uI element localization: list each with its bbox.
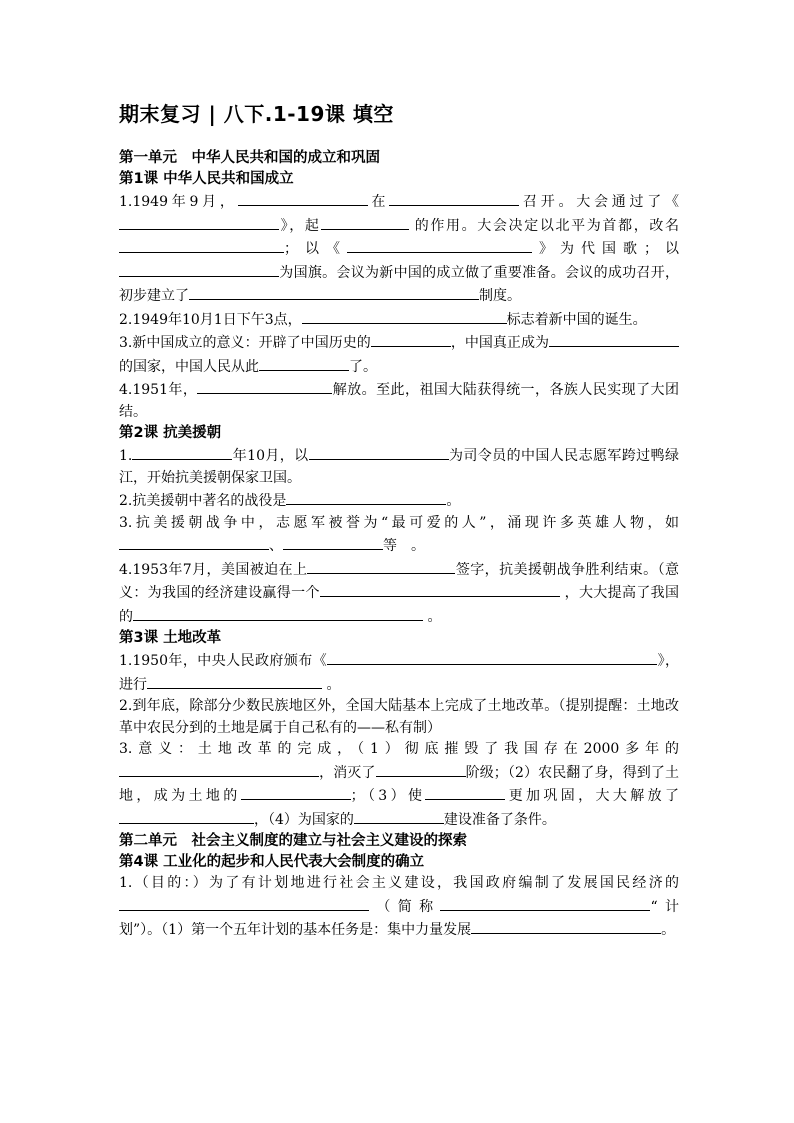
lesson-4-question-1 xyxy=(119,873,679,942)
text: 1.1950年，中央人民政府颁布《 xyxy=(119,653,328,669)
text: 召开。大会通过了《 xyxy=(519,194,680,210)
lesson-1-question-2 xyxy=(119,308,679,332)
text: 2.1949年10月1日下午3点， xyxy=(119,311,302,328)
document-page xyxy=(119,100,679,942)
blank[interactable] xyxy=(320,581,560,597)
text: ，中国真正成为 xyxy=(450,335,550,351)
lesson-1-question-1 xyxy=(119,190,679,308)
lesson-2-question-4 xyxy=(119,558,679,629)
lesson-3-heading: 第3课 土地改革 xyxy=(119,630,222,646)
text: 签字，抗美援朝战争胜利结束。（意义：为我国的经济建设赢得一个 xyxy=(119,561,679,601)
text: 。 xyxy=(661,922,676,938)
blank[interactable] xyxy=(119,214,279,230)
blank[interactable] xyxy=(147,673,322,689)
lesson-1-question-4 xyxy=(119,378,679,423)
text: 的国家，中国人民从此 xyxy=(119,358,259,375)
text: 4.1953年7月，美国被迫在上 xyxy=(119,561,308,578)
blank[interactable] xyxy=(286,489,446,505)
text: 1.1949年9月， xyxy=(119,194,238,210)
blank[interactable] xyxy=(133,605,423,621)
blank[interactable] xyxy=(389,190,519,206)
lesson-1-heading: 第1课 中华人民共和国成立 xyxy=(119,171,294,187)
blank[interactable] xyxy=(307,558,455,574)
text: 4.1951年， xyxy=(119,382,198,398)
blank[interactable] xyxy=(197,378,332,394)
blank[interactable] xyxy=(189,284,479,300)
lesson-4-heading: 第4课 工业化的起步和人民代表大会制度的确立 xyxy=(119,854,425,870)
text: （简称 xyxy=(369,898,441,915)
lesson-2-question-1 xyxy=(119,444,679,489)
text: 的作用。大会决定以北平为首都，改名 xyxy=(408,217,680,234)
text: 等 。 xyxy=(383,538,425,554)
text: 建设准备了条件。 xyxy=(443,811,556,828)
lesson-3-question-2: 2.到年底，除部分少数民族地区外，全国大陆基本上完成了土地改革。（提别提醒：土地改革中农民分到的土地是属于自己私有的——私有制） xyxy=(119,698,679,736)
blank[interactable] xyxy=(119,895,369,911)
blank[interactable] xyxy=(302,308,507,324)
text: 为国旗。会议为新中国的成立做了重要准备。会议的成功召开，初步建立了 xyxy=(119,264,679,304)
text: 》为代国歌；以 xyxy=(532,241,679,257)
lesson-3-question-3 xyxy=(119,739,679,831)
blank[interactable] xyxy=(309,444,449,460)
blank[interactable] xyxy=(425,784,505,800)
blank[interactable] xyxy=(440,895,650,911)
blank[interactable] xyxy=(376,761,466,777)
text: 阶级；（2）农民翻了身，得到了土地，成为土地的 xyxy=(119,764,679,804)
text: 》，起 xyxy=(279,217,321,234)
lesson-1-question-3 xyxy=(119,331,679,378)
text: 标志着新中国的诞生。 xyxy=(506,311,647,328)
text: 、 xyxy=(269,538,283,554)
blank[interactable] xyxy=(119,761,319,777)
lesson-3-question-1 xyxy=(119,649,679,696)
text: 3.抗美援朝战争中，志愿军被誉为“最可爱的人”，涌现许多英雄人物，如 xyxy=(119,514,679,531)
blank[interactable] xyxy=(132,444,232,460)
text: 2.抗美援朝中著名的战役是 xyxy=(119,493,287,509)
text: ，大大提高了我国的 xyxy=(119,585,680,625)
blank[interactable] xyxy=(327,649,657,665)
text: ，消灭了 xyxy=(319,764,376,781)
text: 1.（目的：）为了有计划地进行社会主义建设，我国政府编制了发展国民经济的 xyxy=(119,875,679,891)
text: 1. xyxy=(119,448,133,464)
text: ；（3）使 xyxy=(350,788,426,804)
blank[interactable] xyxy=(241,784,351,800)
text: 更加巩固，大大解放了 xyxy=(505,788,679,804)
text: 。 xyxy=(322,676,341,693)
blank[interactable] xyxy=(119,261,279,277)
text: 在 xyxy=(367,194,390,210)
unit-2-heading: 第二单元 社会主义制度的建立与社会主义建设的探索 xyxy=(119,833,467,849)
blank[interactable] xyxy=(119,808,254,824)
blank[interactable] xyxy=(371,331,451,347)
text: 3.意义：土地改革的完成，（1）彻底摧毁了我国存在2000多年的 xyxy=(119,741,679,757)
text: 了。 xyxy=(349,358,377,375)
lesson-2-heading: 第2课 抗美援朝 xyxy=(119,425,222,441)
text: 。 xyxy=(423,608,442,625)
text: 年10月，以 xyxy=(232,448,309,464)
text: 3.新中国成立的意义：开辟了中国历史的 xyxy=(119,335,371,351)
blank[interactable] xyxy=(238,190,368,206)
lesson-2-question-2 xyxy=(119,489,679,513)
blank[interactable] xyxy=(259,355,349,371)
text: 。 xyxy=(446,493,461,509)
blank[interactable] xyxy=(283,534,383,550)
text: “计划”）。（1）第一个五年计划的基本任务是：集中力量发展 xyxy=(119,898,679,938)
lesson-2-question-3 xyxy=(119,513,679,558)
blank[interactable] xyxy=(321,214,409,230)
text: ；以《 xyxy=(284,241,347,257)
text: 为司令员的中国人民志愿军跨过鸭绿江，开始抗美援朝保家卫国。 xyxy=(119,448,679,486)
text: ，（4）为国家的 xyxy=(254,811,354,828)
blank[interactable] xyxy=(471,918,661,934)
blank[interactable] xyxy=(119,237,284,253)
blank[interactable] xyxy=(354,808,444,824)
unit-1-heading: 第一单元 中华人民共和国的成立和巩固 xyxy=(119,150,380,166)
blank[interactable] xyxy=(549,331,679,347)
blank[interactable] xyxy=(347,237,532,253)
text: 制度。 xyxy=(479,288,521,304)
page-title: 期末复习 | 八下.1-19课 填空 xyxy=(119,102,394,126)
text: 解放。至此，祖国大陆获得统一，各族人民实现了大团结。 xyxy=(119,382,679,420)
text: 》，进行 xyxy=(119,653,679,693)
blank[interactable] xyxy=(119,534,269,550)
